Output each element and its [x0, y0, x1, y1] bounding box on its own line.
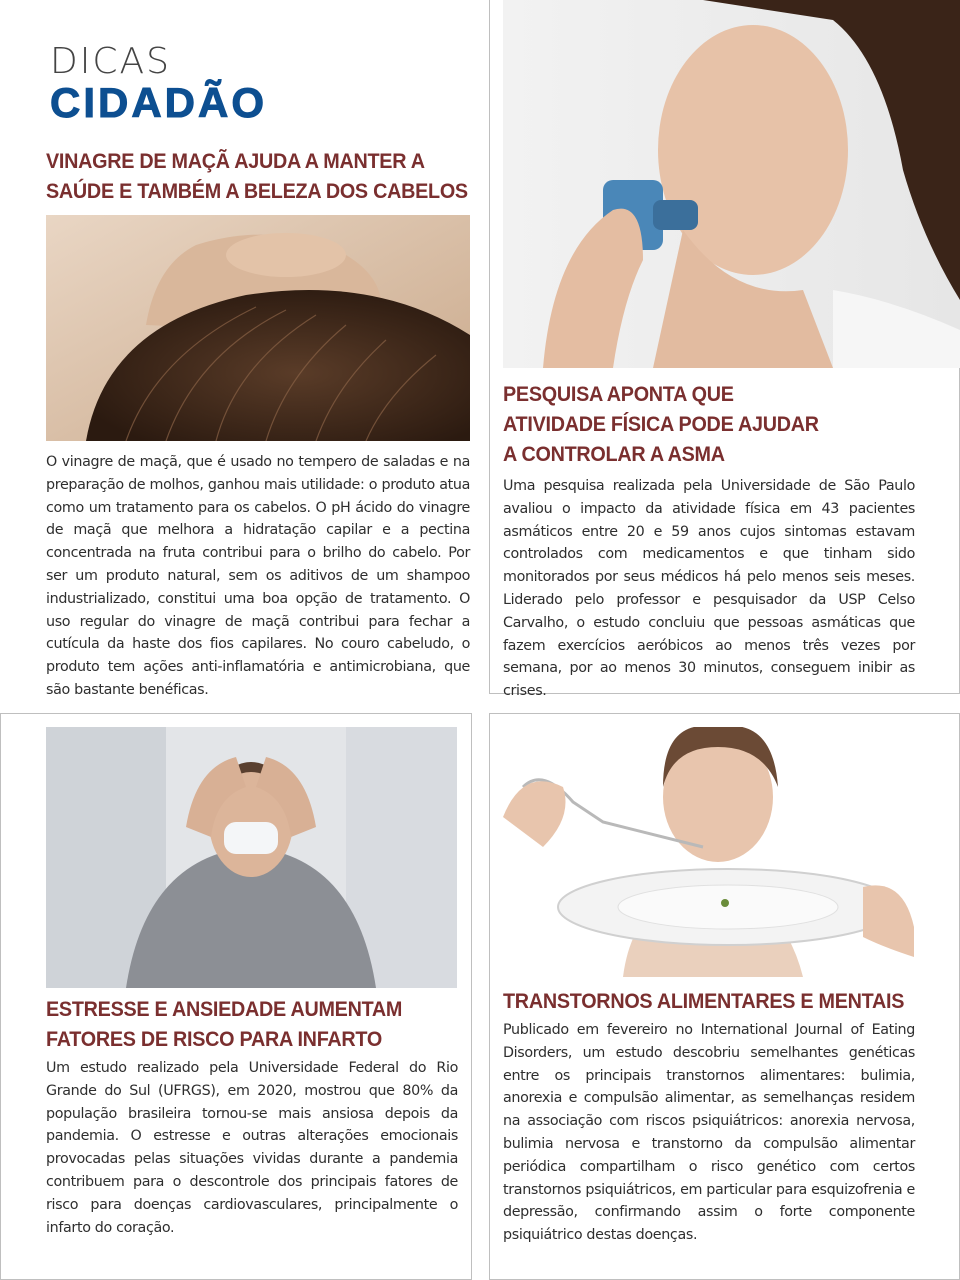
- body-vinagre: O vinagre de maçã, que é usado no tempero de saladas e na preparação de molhos, ganhou mais utilidade: o produto atua como um tratamento para os cabelos. O pH ácido do vinagre de maçã que melhora a hidratação capilar e a pectina concentrada na fruta contribui para o brilho do cabelo. Por ser um produto natural, sem os aditivos de um shampoo industrializado, constitui uma boa opção de tratamento. O uso regular do vinagre de maçã contribui para fechar a cutícula da haste dos fios capilares. No couro cabeludo, o produto tem ações anti-inflamatória e antimicrobiana, que são bastante benéficas.: [46, 454, 470, 698]
- body-asma: Uma pesquisa realizada pela Universidade de São Paulo avaliou o impacto da atividade física em 43 pacientes asmáticos entre 20 e 59 anos cujos sintomas estavam controlados com medicamentos e que tinham sido monitorados por seus médicos há pelo menos seis meses. Liderado pelo professor e pesquisador da USP Celso Carvalho, o estudo concluiu que pessoas asmáticas que fazem exercícios aeróbicos ao menos três vezes por semana, por ao menos 30 minutos, conseguem inibir as crises.: [503, 478, 915, 700]
- headline-vinagre-line2: SAÚDE E TAMBÉM A BELEZA DOS CABELOS: [46, 179, 468, 203]
- empty-plate-photo-icon: [503, 727, 914, 977]
- masthead-kicker: DICAS: [50, 41, 171, 82]
- stressed-man-photo-icon: [46, 727, 457, 988]
- masthead-title: CIDADÃO: [50, 79, 267, 126]
- headline-asma-line3: A CONTROLAR A ASMA: [503, 442, 725, 466]
- headline-asma-line2: ATIVIDADE FÍSICA PODE AJUDAR: [503, 412, 819, 436]
- headline-estresse: [46, 994, 432, 1054]
- headline-transtornos-line1: TRANSTORNOS ALIMENTARES E MENTAIS: [503, 989, 905, 1013]
- headline-vinagre: [46, 146, 469, 206]
- body-estresse: Um estudo realizado pela Universidade Federal do Rio Grande do Sul (UFRGS), em 2020, mostrou que 80% da população brasileira tornou-se mais ansiosa depois da pandemia. O estresse e outras alterações emocionais provocadas pelas situações vividas durante a pandemia contribuem para o descontrole dos principais fatores de risco para doenças cardiovasculares, principalmente o infarto do coração.: [46, 1060, 458, 1236]
- headline-asma: [503, 379, 908, 469]
- headline-transtornos: [503, 986, 908, 1016]
- inhaler-photo-icon: [503, 0, 960, 368]
- headline-vinagre-line1: VINAGRE DE MAÇÃ AJUDA A MANTER A: [46, 149, 425, 173]
- headline-estresse-line2: FATORES DE RISCO PARA INFARTO: [46, 1027, 382, 1051]
- headline-estresse-line1: ESTRESSE E ANSIEDADE AUMENTAM: [46, 997, 403, 1021]
- hair-photo-icon: [46, 215, 470, 441]
- body-transtornos: Publicado em fevereiro no International Journal of Eating Disorders, um estudo descobriu semelhantes genéticas entre os principais transtornos alimentares: bulimia, anorexia e compulsão alimentar, as semelhanças residem na associação com riscos psiquiátricos: anorexia nervosa, bulimia nervosa e transtorno da compulsão alimentar periódica compartilham o risco genético com certos transtornos psiquiátricos, em particular para esquizofrenia e depressão, confirmando assim o forte componente psiquiátrico destas doenças.: [503, 1022, 915, 1244]
- headline-asma-line1: PESQUISA APONTA QUE: [503, 382, 734, 406]
